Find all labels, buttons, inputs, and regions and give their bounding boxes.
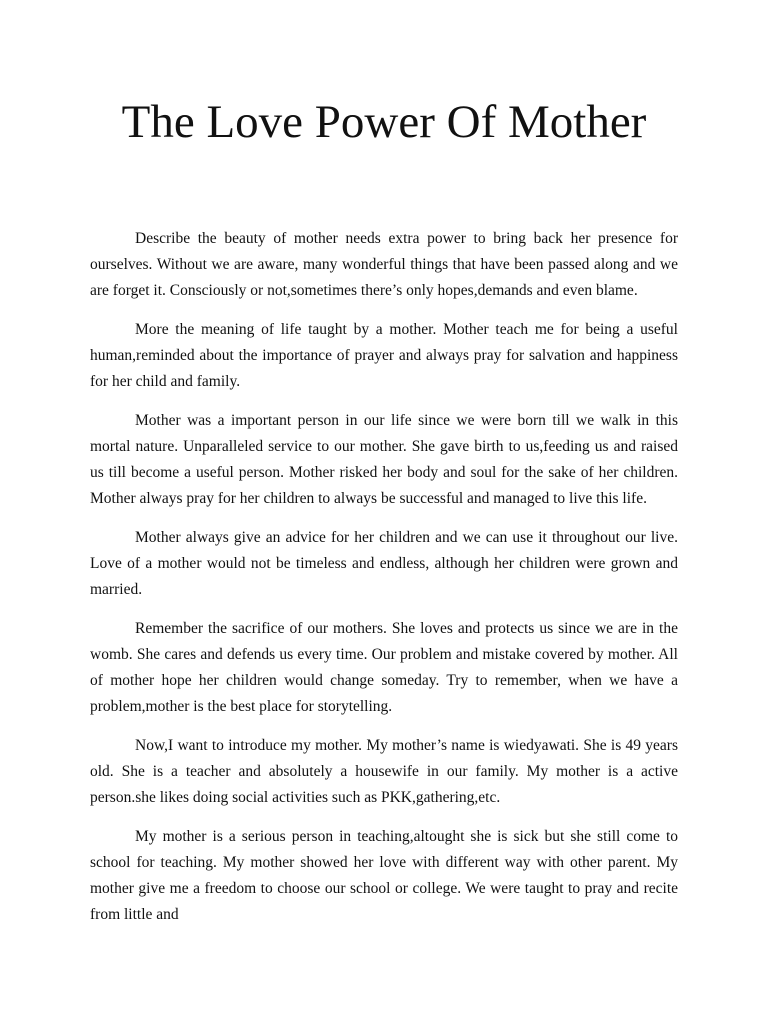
document-body <box>90 226 678 941</box>
paragraph-5: Remember the sacrifice of our mothers. She loves and protects us since we are in the womb. She cares and defends us every time. Our problem and mistake covered by mother. All of mother hope her children would change someday. Try to remember, when we have a problem,mother is the best place for storytelling. <box>90 620 678 715</box>
document-title: The Love Power Of Mother <box>121 96 647 148</box>
paragraph-4: Mother always give an advice for her children and we can use it throughout our live. Love of a mother would not be timeless and endless, although her children were grown and married. <box>90 529 678 598</box>
paragraph-6: Now,I want to introduce my mother. My mother’s name is wiedyawati. She is 49 years old. She is a teacher and absolutely a housewife in our family. My mother is a active person.she likes doing social activities such as PKK,gathering,etc. <box>90 737 678 806</box>
paragraph-1: Describe the beauty of mother needs extra power to bring back her presence for ourselves. Without we are aware, many wonderful things that have been passed along and we are forget it. Consciously or not,sometimes there’s only hopes,demands and even blame. <box>90 230 678 299</box>
paragraph-2: More the meaning of life taught by a mother. Mother teach me for being a useful human,reminded about the importance of prayer and always pray for salvation and happiness for her child and family. <box>90 321 678 390</box>
paragraph-7: My mother is a serious person in teaching,altought she is sick but she still come to school for teaching. My mother showed her love with different way with other parent. My mother give me a freedom to choose our school or college. We were taught to pray and recite from little and <box>90 828 678 923</box>
paragraph-3: Mother was a important person in our life since we were born till we walk in this mortal nature. Unparalleled service to our mother. She gave birth to us,feeding us and raised us till become a useful person. Mother risked her body and soul for the sake of her children. Mother always pray for her children to always be successful and managed to live this life. <box>90 412 678 507</box>
